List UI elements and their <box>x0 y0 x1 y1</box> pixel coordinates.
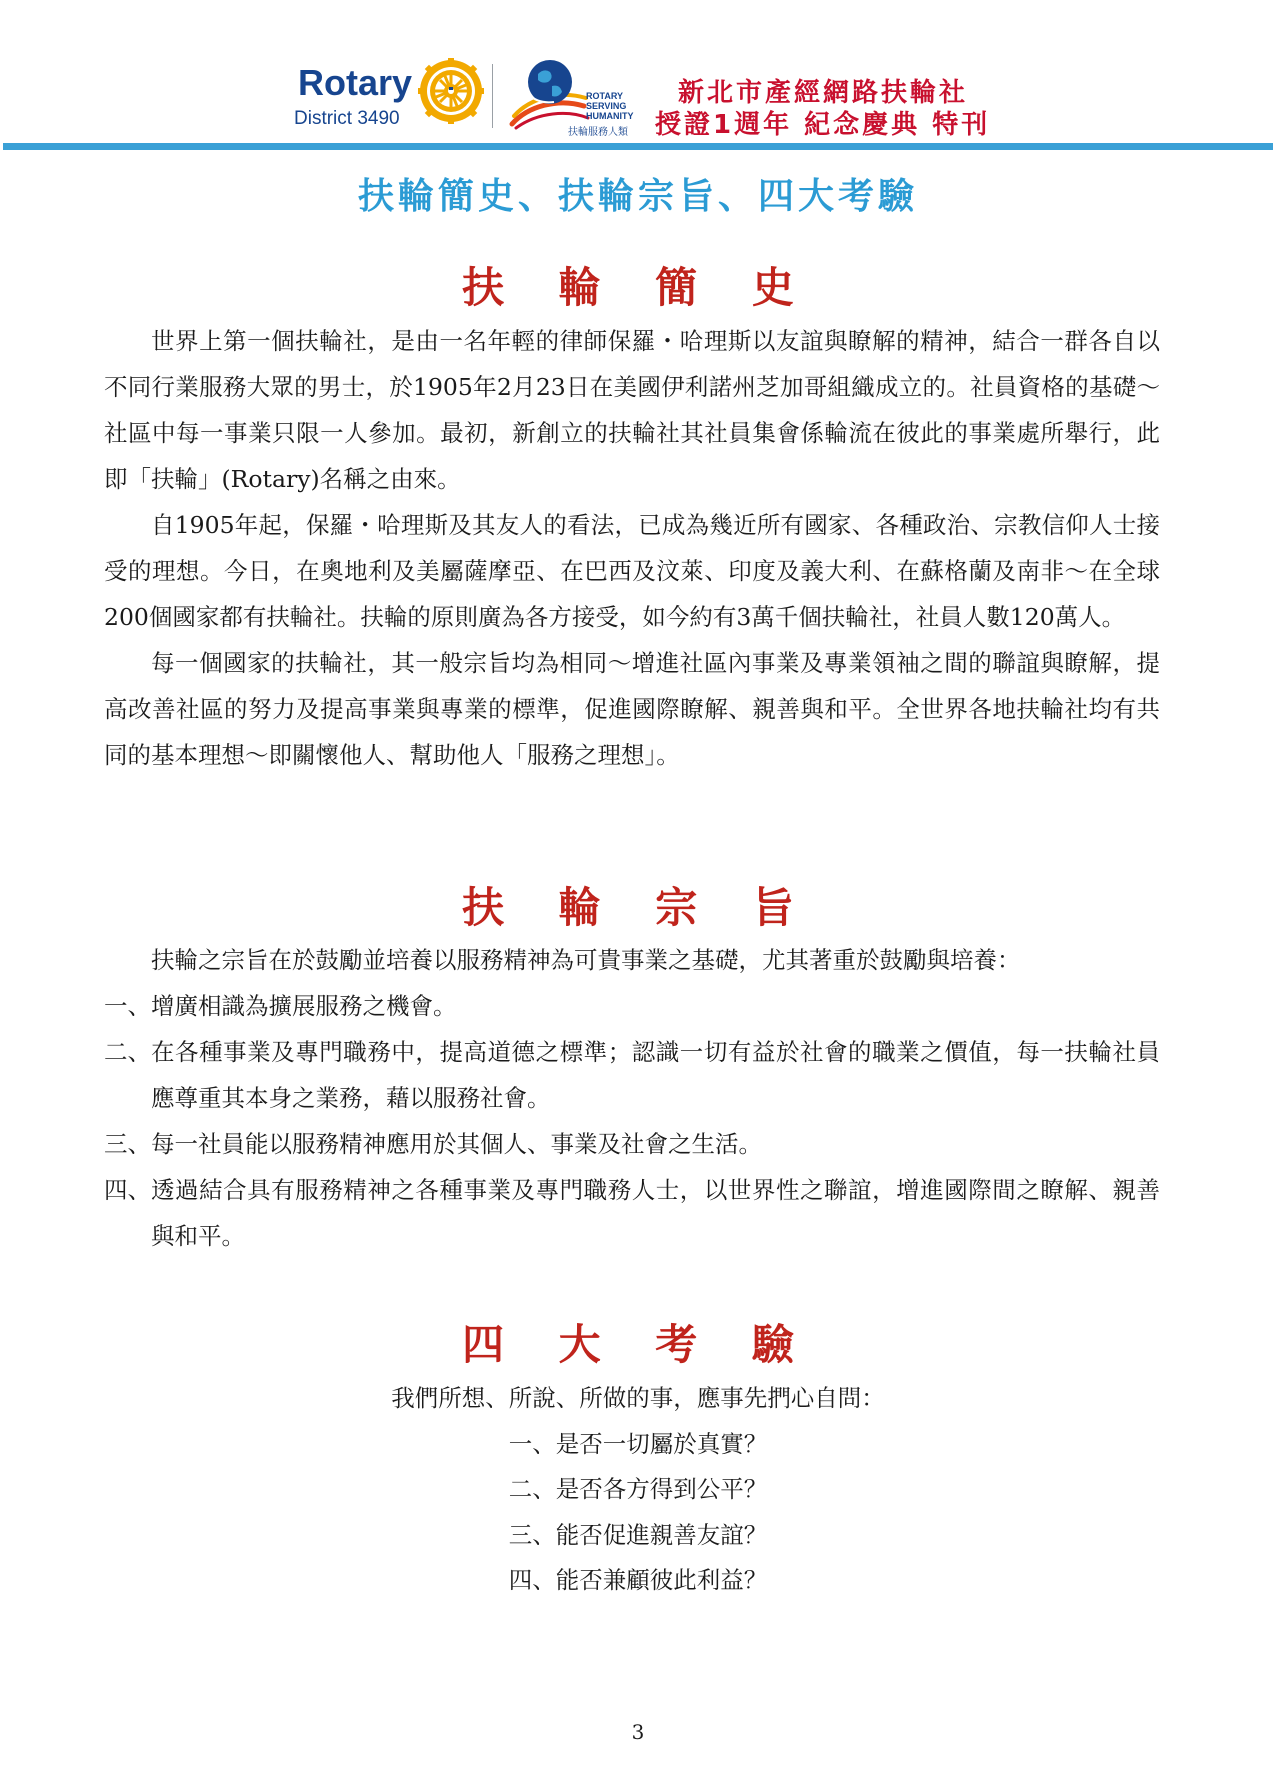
purpose-item <box>104 1029 1160 1121</box>
four-way-test-question: 一、是否一切屬於真實？ <box>508 1429 768 1458</box>
four-way-test-heading: 四 大 考 驗 <box>462 1320 814 1369</box>
header-rule <box>3 143 1273 150</box>
four-way-test-questions <box>509 1422 768 1604</box>
four-way-test-body <box>0 1376 1276 1604</box>
rotary-wordmark: Rotary <box>298 62 413 103</box>
purpose-item <box>104 983 1160 1029</box>
purpose-item-text: 在各種事業及專門職務中，提高道德之標準；認識一切有益於社會的職業之價值，每一扶輪社員應尊重其本身之業務，藉以服務社會。 <box>151 1038 1160 1112</box>
rotary-wheel-icon <box>418 58 484 124</box>
purpose-item-number: 四、 <box>104 1176 151 1204</box>
history-paragraph: 世界上第一個扶輪社，是由一名年輕的律師保羅・哈理斯以友誼與瞭解的精神，結合一群各自以不同行業服務大眾的男士，於1905年2月23日在美國伊利諾州芝加哥組織成立的。社員資格的基礎～社區中每一事業只限一人參加。最初，新創立的扶輪社其社員集會係輪流在彼此的事業處所舉行，此即「扶輪」(Rotary)名稱之由來。 <box>104 327 1160 493</box>
history-body <box>104 318 1160 778</box>
purpose-body <box>104 937 1160 1259</box>
purpose-heading: 扶 輪 宗 旨 <box>462 883 814 932</box>
serving-humanity-text: ROTARY SERVING HUMANITY <box>586 91 634 121</box>
history-heading: 扶 輪 簡 史 <box>462 263 814 312</box>
district-label: District 3490 <box>294 108 400 129</box>
purpose-item <box>104 1121 1160 1167</box>
four-way-test-question: 二、是否各方得到公平？ <box>508 1475 768 1503</box>
purpose-lead: 扶輪之宗旨在於鼓勵並培養以服務精神為可貴事業之基礎，尤其著重於鼓勵與培養： <box>151 946 1021 974</box>
purpose-item-text: 每一社員能以服務精神應用於其個人、事業及社會之生活。 <box>151 1130 762 1158</box>
header-divider <box>492 64 493 128</box>
history-paragraph: 每一個國家的扶輪社，其一般宗旨均為相同～增進社區內事業及專業領袖之間的聯誼與瞭解，提高改善社區的努力及提高事業與專業的標準，促進國際瞭解、親善與和平。全世界各地扶輪社均有共同的基本理想～即關懷他人、幫助他人「服務之理想」。 <box>104 649 1160 769</box>
page-title: 扶輪簡史、扶輪宗旨、四大考驗 <box>357 176 918 217</box>
purpose-item <box>104 1167 1160 1259</box>
serving-humanity-chinese: 扶輪服務人類 <box>568 127 628 138</box>
anniversary-subtitle: 授證1週年 紀念慶典 特刊 <box>655 110 991 140</box>
purpose-item-text: 增廣相識為擴展服務之機會。 <box>151 992 457 1020</box>
purpose-item-text: 透過結合具有服務精神之各種事業及專門職務人士，以世界性之聯誼，增進國際間之瞭解、親善與和平。 <box>151 1176 1160 1250</box>
four-way-test-question: 四、能否兼顧彼此利益？ <box>508 1566 768 1594</box>
page-number: 3 <box>631 1720 645 1744</box>
four-way-test-intro: 我們所想、所說、所做的事，應事先捫心自問： <box>391 1384 885 1412</box>
purpose-item-number: 二、 <box>104 1038 151 1066</box>
history-paragraph: 自1905年起，保羅・哈理斯及其友人的看法，已成為幾近所有國家、各種政治、宗教信仰人士接受的理想。今日，在奧地利及美屬薩摩亞、在巴西及汶萊、印度及義大利、在蘇格蘭及南非～在全球200個國家都有扶輪社。扶輪的原則廣為各方接受，如今約有3萬千個扶輪社，社員人數120萬人。 <box>104 511 1160 631</box>
purpose-item-number: 三、 <box>104 1130 151 1158</box>
purpose-item-number: 一、 <box>104 992 151 1020</box>
page-header <box>0 0 1276 150</box>
four-way-test-question: 三、能否促進親善友誼？ <box>508 1520 768 1549</box>
club-name: 新北市產經網路扶輪社 <box>678 78 969 108</box>
